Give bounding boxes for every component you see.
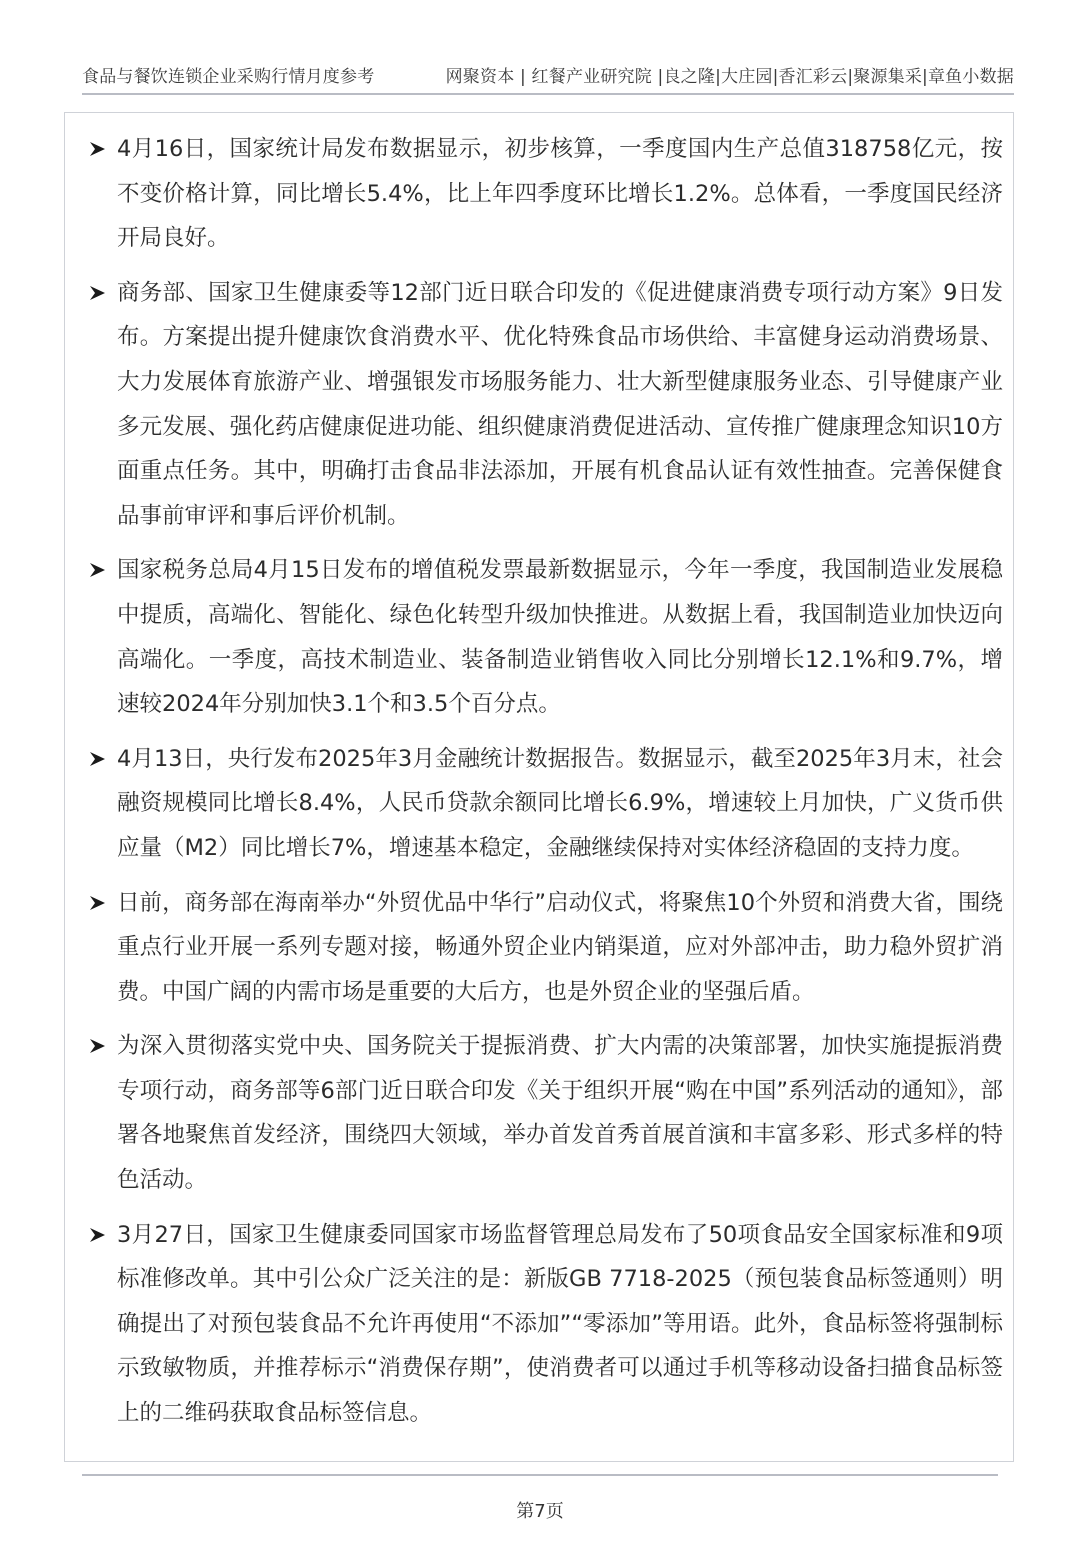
news-item-text: 商务部、国家卫生健康委等12部门近日联合印发的《促进健康消费专项行动方案》9日发布。方案提出提升健康饮食消费水平、优化特殊食品市场供给、丰富健身运动消费场景、大力发展体育旅游产业、增强银发市场服务能力、壮大新型健康服务业态、引导健康产业多元发展、强化药店健康促进功能、组织健康消费促进活动、宣传推广健康理念知识10方面重点任务。其中，明确打击食品非法添加，开展有机食品认证有效性抽查。完善保健食品事前审评和事后评价机制。: [117, 279, 1003, 529]
news-content-box: [64, 112, 1014, 1462]
news-item-1: [89, 127, 1003, 261]
news-list: [89, 127, 1003, 1446]
news-item-3: [89, 548, 1003, 726]
arrow-right-icon: [89, 285, 106, 301]
arrow-right-icon: [89, 141, 106, 157]
news-item-text: 为深入贯彻落实党中央、国务院关于提振消费、扩大内需的决策部署，加快实施提振消费专项行动，商务部等6部门近日联合印发《关于组织开展“购在中国”系列活动的通知》，部署各地聚焦首发经济，围绕四大领域，举办首发首秀首展首演和丰富多彩、形式多样的特色活动。: [117, 1033, 1003, 1194]
page-number: 第7页: [516, 1501, 564, 1522]
arrow-right-icon: [89, 562, 106, 578]
news-item-text: 日前，商务部在海南举办“外贸优品中华行”启动仪式，将聚焦10个外贸和消费大省，围绕重点行业开展一系列专题对接，畅通外贸企业内销渠道，应对外部冲击，助力稳外贸扩消费。中国广阔的内需市场是重要的大后方，也是外贸企业的坚强后盾。: [117, 889, 1003, 1005]
page-header: [82, 62, 1014, 86]
news-item-5: [89, 881, 1003, 1015]
source-list: 网聚资本 | 红餐产业研究院 |良之隆|大庄园|香汇彩云|聚源集采|章鱼小数据: [445, 66, 1014, 87]
news-item-text: 4月13日，央行发布2025年3月金融统计数据报告。数据显示，截至2025年3月末，社会融资规模同比增长8.4%，人民币贷款余额同比增长6.9%，增速较上月加快，广义货币供应量（M2）同比增长7%，增速基本稳定，金融继续保持对实体经济稳固的支持力度。: [117, 745, 1003, 861]
news-item-2: [89, 271, 1003, 539]
news-item-text: 3月27日，国家卫生健康委同国家市场监督管理总局发布了50项食品安全国家标准和9项标准修改单。其中引公众广泛关注的是：新版GB 7718-2025（预包装食品标签通则）明确提出了对预包装食品不允许再使用“不添加”“零添加”等用语。此外，食品标签将强制标示致敏物质，并推荐标示“消费保存期”，使消费者可以通过手机等移动设备扫描食品标签上的二维码获取食品标签信息。: [117, 1221, 1003, 1427]
news-item-4: [89, 737, 1003, 871]
news-item-text: 4月16日，国家统计局发布数据显示，初步核算，一季度国内生产总值318758亿元，按不变价格计算，同比增长5.4%，比上年四季度环比增长1.2%。总体看，一季度国民经济开局良好。: [117, 136, 1003, 252]
arrow-right-icon: [89, 1038, 106, 1054]
footer-divider: [82, 1474, 998, 1476]
header-divider: [82, 93, 1014, 95]
report-title: 食品与餐饮连锁企业采购行情月度参考: [82, 66, 375, 87]
arrow-right-icon: [89, 1227, 106, 1243]
news-item-7: [89, 1213, 1003, 1436]
news-item-6: [89, 1024, 1003, 1202]
news-item-text: 国家税务总局4月15日发布的增值税发票最新数据显示，今年一季度，我国制造业发展稳中提质，高端化、智能化、绿色化转型升级加快推进。从数据上看，我国制造业加快迈向高端化。一季度，高技术制造业、装备制造业销售收入同比分别增长12.1%和9.7%，增速较2024年分别加快3.1个和3.5个百分点。: [117, 557, 1003, 718]
arrow-right-icon: [89, 895, 106, 911]
arrow-right-icon: [89, 751, 106, 767]
